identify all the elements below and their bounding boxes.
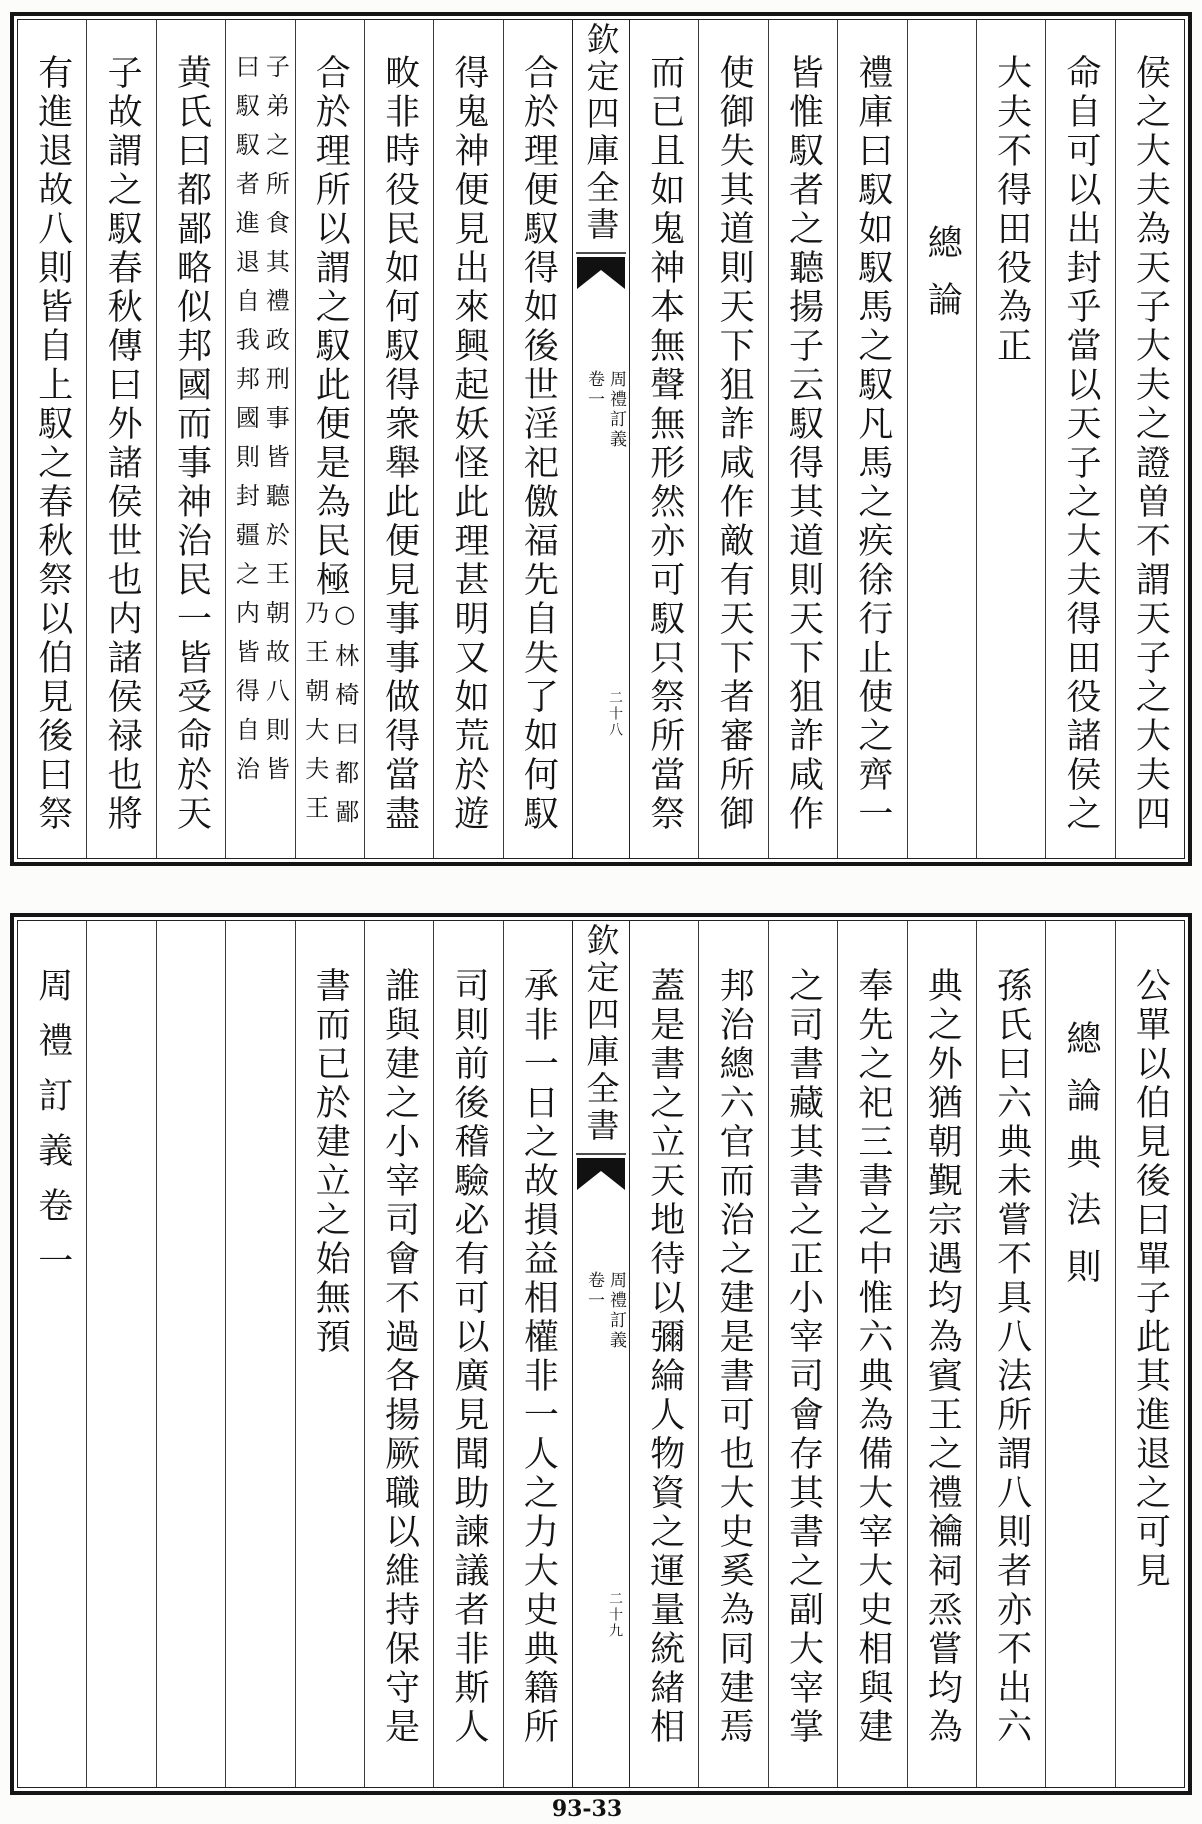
center-fold: [572, 20, 630, 858]
collection-title: 欽定四庫全書: [581, 22, 621, 244]
text-column: [18, 20, 87, 858]
column-text: 承非一日之故損益相權非一人之力大史典籍所: [518, 967, 559, 1747]
book-title: 周禮訂義: [606, 370, 626, 450]
column-text: 邦治總六官而治之建是書可也大史奚為同建焉: [714, 967, 755, 1747]
page-footer-number: 93-33: [551, 1796, 623, 1822]
left-half-page: [18, 921, 572, 1787]
leaf-bottom: [10, 913, 1192, 1795]
right-half-page: [630, 921, 1184, 1787]
column-text: 典之外猶朝覲宗遇均為賓王之禮禴祠烝嘗均為: [922, 967, 963, 1747]
fold-book-label: [585, 370, 624, 450]
column-text: 命自可以出封乎當以天子之大夫得田役諸侯之: [1060, 54, 1101, 834]
section-heading: 總論典法則: [1060, 1020, 1101, 1305]
column-text: 奉先之祀三書之中惟六典為備大宰大史相與建: [852, 967, 893, 1747]
section-heading-column: [908, 20, 977, 858]
text-column: [434, 20, 503, 858]
column-text: 黄氏曰都鄙略似邦國而事神治民一皆受命於天: [171, 54, 212, 834]
juan-label: 卷一: [584, 1271, 604, 1311]
column-text: 皆惟馭者之聽揚子云馭得其道則天下狙詐咸作: [783, 54, 824, 834]
column-text: 書而已於建立之始無預: [310, 967, 351, 1357]
note-line-left: 曰馭馭者進退自我邦國則封疆之内皆得自治: [231, 54, 260, 795]
leaf-number: 二十九: [607, 1591, 623, 1639]
text-column: [1116, 20, 1184, 858]
column-text: 畋非時役民如何馭得衆舉此便見事事做得當盡: [379, 54, 420, 834]
empty-column: [87, 921, 156, 1787]
text-column: [838, 921, 907, 1787]
leaf-number: 二十八: [607, 690, 623, 738]
double-line-note: [300, 600, 359, 838]
book-title: 周禮訂義: [606, 1271, 626, 1351]
closing-title: 周禮訂義卷一: [32, 967, 73, 1297]
leaf-frame: [17, 920, 1185, 1788]
text-column: [699, 921, 768, 1787]
column-text: 侯之大夫為天子大夫之證曽不謂天子之大夫四: [1130, 54, 1171, 834]
note-line-right: [330, 600, 359, 838]
section-heading: 總論: [922, 224, 963, 338]
juan-label: 卷一: [584, 370, 604, 410]
text-column: [434, 921, 503, 1787]
text-column: [87, 20, 156, 858]
column-text: 子故謂之馭春秋傳曰外諸侯世也内諸侯禄也將: [102, 54, 143, 834]
text-column: [630, 921, 699, 1787]
center-fold: [572, 921, 630, 1787]
note-line-right: 子弟之所食其禮政刑事皆聽於王朝故八則皆: [261, 54, 290, 795]
annotation-column: [226, 20, 295, 858]
text-column: [157, 20, 226, 858]
column-text: 司則前後稽驗必有可以廣見聞助諫議者非斯人: [448, 967, 489, 1747]
text-column: [838, 20, 907, 858]
note-line-left: 乃王朝大夫王: [300, 600, 329, 834]
annotated-column: [296, 20, 365, 858]
column-text: 孫氏曰六典未嘗不具八法所謂八則者亦不出六: [991, 967, 1032, 1747]
fold-book-label: [585, 1271, 624, 1351]
column-text: 大夫不得田役為正: [991, 54, 1032, 366]
note-text: 林椅曰都鄙: [330, 643, 359, 838]
text-column: [630, 20, 699, 858]
leaf-top: [10, 12, 1192, 866]
collection-title: 欽定四庫全書: [581, 923, 621, 1145]
text-column: [504, 921, 572, 1787]
fishtail-icon: [576, 252, 626, 290]
empty-column: [226, 921, 295, 1787]
column-text: 合於理所以謂之馭此便是為民極: [310, 54, 351, 600]
column-text: 之司書藏其書之正小宰司會存其書之副大宰掌: [783, 967, 824, 1747]
text-column: [365, 20, 434, 858]
text-column: [699, 20, 768, 858]
column-text: 公單以伯見後曰單子此其進退之可見: [1130, 967, 1171, 1591]
text-column: [1046, 20, 1115, 858]
column-text: 禮庫曰馭如馭馬之馭凡馬之疾徐行止使之齊一: [852, 54, 893, 834]
left-half-page: [18, 20, 572, 858]
column-text: 得鬼神便見出來興起妖怪此理甚明又如荒於遊: [448, 54, 489, 834]
section-heading-column: [1046, 921, 1115, 1787]
column-text: 誰與建之小宰司會不過各揚厥職以維持保守是: [379, 967, 420, 1747]
fishtail-icon: [576, 1153, 626, 1191]
double-line-note: [231, 54, 290, 795]
text-column: [908, 921, 977, 1787]
column-text: 合於理便馭得如後世淫祀儌福先自失了如何馭: [518, 54, 559, 834]
text-column: [769, 20, 838, 858]
column-text: 有進退故八則皆自上馭之春秋祭以伯見後曰祭: [32, 54, 73, 834]
circle-marker: ○: [330, 600, 359, 643]
text-column: [365, 921, 434, 1787]
right-half-page: [630, 20, 1184, 858]
text-column: [977, 20, 1046, 858]
text-column: [1116, 921, 1184, 1787]
column-text: 蓋是書之立天地待以彌綸人物資之運量統緒相: [644, 967, 685, 1747]
text-column: [977, 921, 1046, 1787]
empty-column: [157, 921, 226, 1787]
text-column: [769, 921, 838, 1787]
text-column: [296, 921, 365, 1787]
leaf-frame: [17, 19, 1185, 859]
text-column: [504, 20, 572, 858]
closing-title-column: [18, 921, 87, 1787]
column-text: 使御失其道則天下狙詐咸作敵有天下者審所御: [714, 54, 755, 834]
column-text: 而已且如鬼神本無聲無形然亦可馭只祭所當祭: [644, 54, 685, 834]
